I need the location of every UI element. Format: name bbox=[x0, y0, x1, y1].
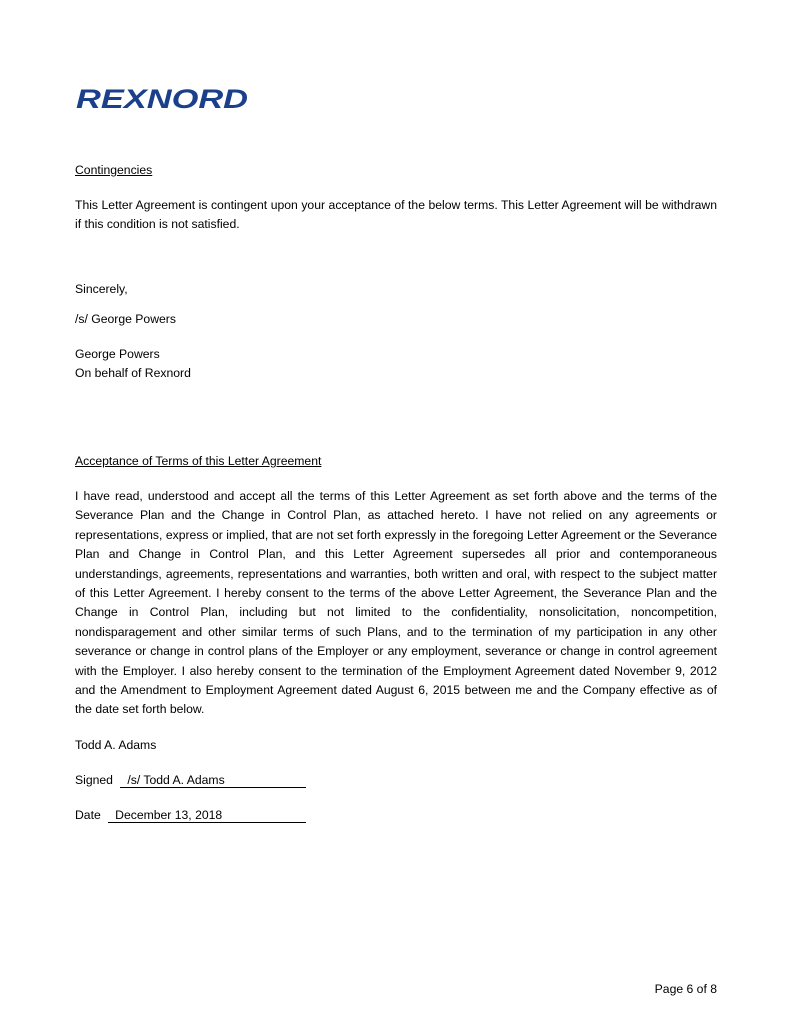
acceptance-heading: Acceptance of Terms of this Letter Agreement bbox=[75, 454, 322, 468]
rexnord-logo bbox=[76, 86, 250, 112]
closing-salutation: Sincerely, bbox=[75, 282, 128, 296]
date-label: Date bbox=[75, 808, 101, 822]
sender-behalf: On behalf of Rexnord bbox=[75, 366, 191, 380]
date-line bbox=[75, 806, 306, 824]
sender-name: George Powers bbox=[75, 347, 160, 361]
contingencies-heading: Contingencies bbox=[75, 163, 153, 177]
date-value: December 13, 2018 bbox=[115, 808, 223, 822]
signed-line bbox=[75, 771, 306, 789]
date-field bbox=[108, 808, 306, 823]
signed-label: Signed bbox=[75, 773, 113, 787]
contingencies-paragraph: This Letter Agreement is contingent upon your acceptance of the below terms. This Letter Agreement will be withdrawn if this condition is not satisfied. bbox=[75, 198, 717, 232]
acceptance-paragraph: I have read, understood and accept all the terms of this Letter Agreement as set forth above and the terms of the Severance Plan and the Change in Control Plan, as attached hereto. I have not relied on any agreements or representations, express or implied, that are not set forth expressly in the foregoing Letter Agreement or the Severance Plan and Change in Control Plan, and this Letter Agreement supersedes all prior and contemporaneous understandings, agreements, representations and warranties, both written and oral, with respect to the subject matter of this Letter Agreement. I hereby consent to the terms of the above Letter Agreement, the Severance Plan and the Change in Control Plan, including but not limited to the confidentiality, nonsolicitation, noncompetition, nondisparagement and other similar terms of such Plans, and to the termination of my participation in any other severance or change in control plans of the Employer or any employment, severance or change in control agreement with the Employer. I also hereby consent to the termination of the Employment Agreement dated November 9, 2012 and the Amendment to Employment Agreement dated August 6, 2015 between me and the Company effective as of the date set forth below. bbox=[75, 489, 717, 717]
signed-value: /s/ Todd A. Adams bbox=[127, 773, 225, 787]
employee-name: Todd A. Adams bbox=[75, 738, 157, 752]
svg-text:REXNORD: REXNORD bbox=[76, 86, 248, 112]
sender-signature: /s/ George Powers bbox=[75, 312, 176, 326]
signed-field bbox=[120, 773, 306, 788]
page-number: Page 6 of 8 bbox=[654, 982, 717, 996]
